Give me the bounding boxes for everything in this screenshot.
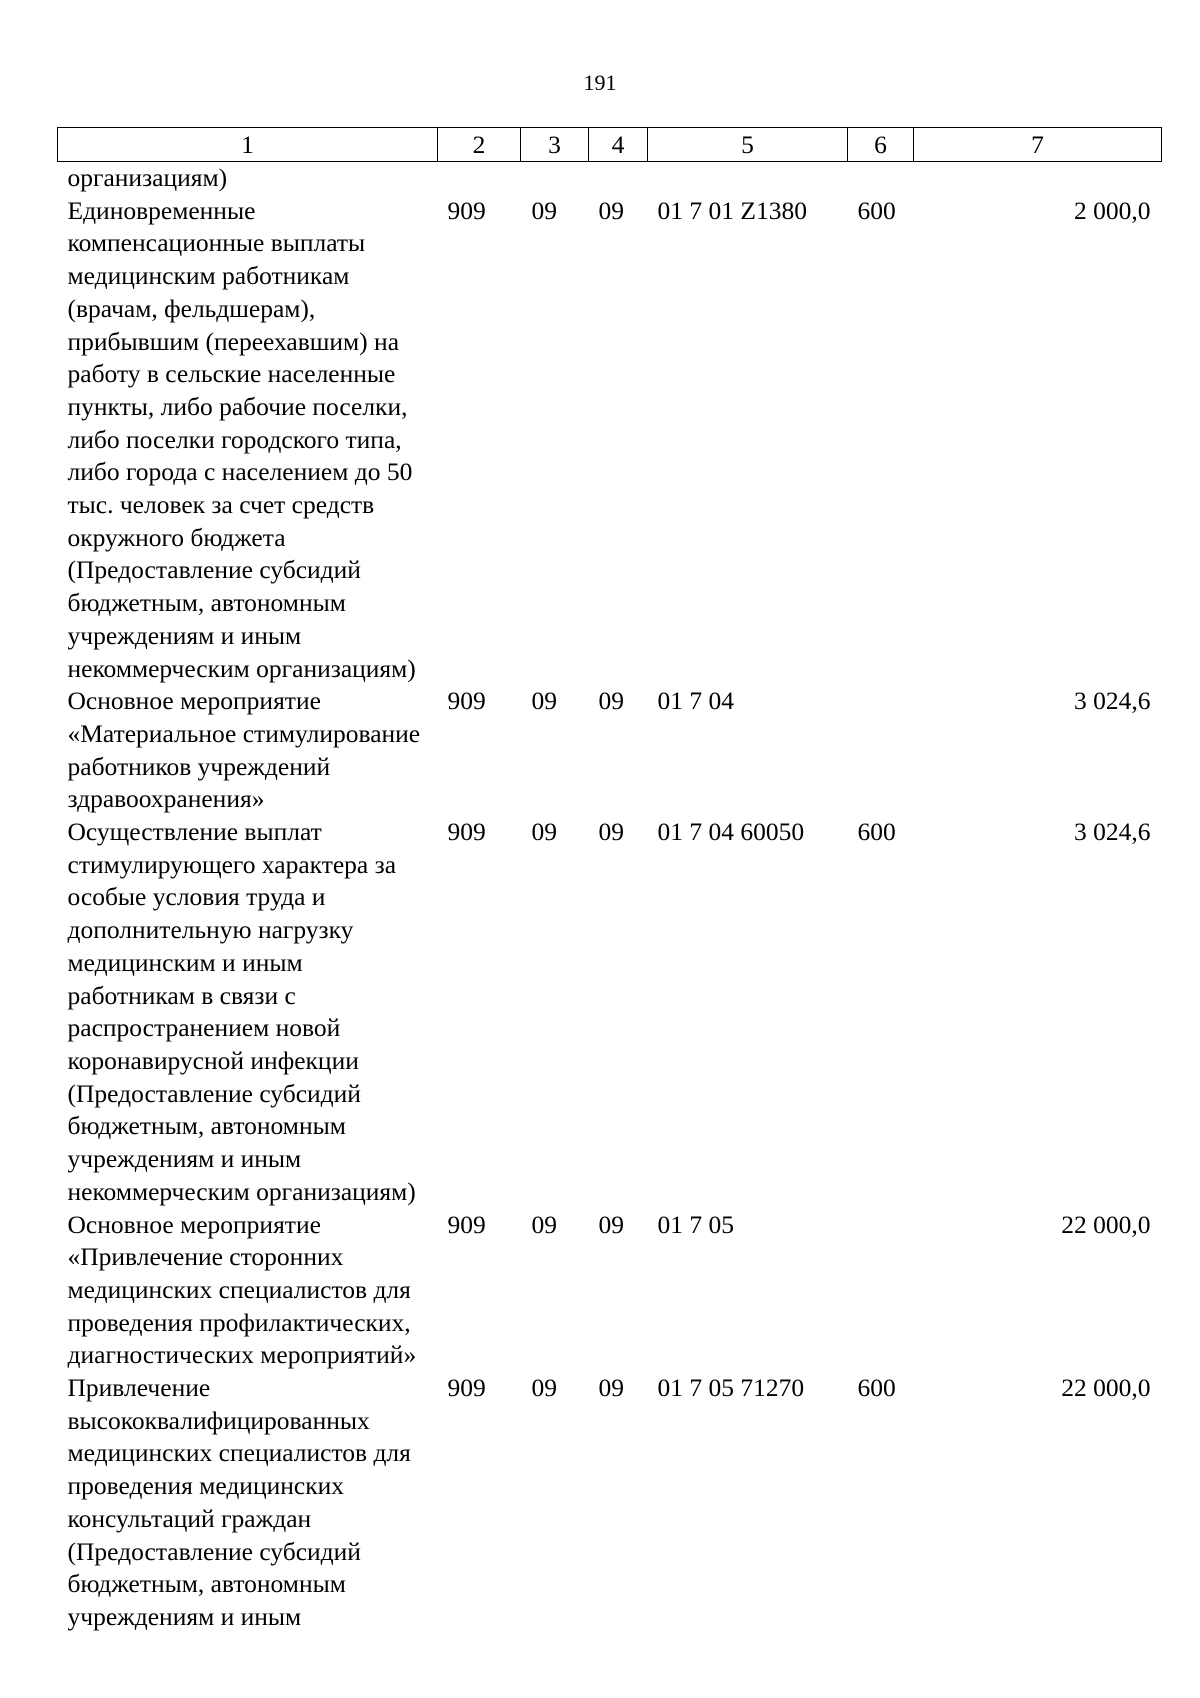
row-target-article: 01 7 05 — [657, 1209, 734, 1239]
description-line: окружного бюджета — [67, 522, 286, 552]
description-line: дополнительную нагрузку — [67, 915, 354, 945]
description-line: работникам в связи с — [67, 980, 296, 1010]
row-subsection-code: 09 — [598, 1373, 624, 1403]
row-section-code: 09 — [531, 817, 557, 847]
header-col-2: 2 — [438, 128, 521, 162]
budget-table — [57, 127, 1162, 1634]
row-section-code: 09 — [531, 1373, 557, 1403]
description-line: высококвалифицированных — [67, 1405, 370, 1435]
row-expense-type — [848, 685, 914, 816]
description-line: Привлечение — [67, 1373, 211, 1403]
description-line: работу в сельские населенные — [67, 359, 396, 389]
table-row — [58, 195, 1162, 686]
description-line: медицинским и иным — [67, 947, 303, 977]
description-line: тыс. человек за счет средств — [67, 490, 375, 520]
description-line: (Предоставление субсидий — [67, 1536, 361, 1566]
description-line: (врачам, фельдшерам), — [67, 293, 316, 323]
table-row — [58, 816, 1162, 1208]
row-amount: 2 000,0 — [1074, 195, 1151, 225]
row-subsection-code: 09 — [598, 195, 624, 225]
header-col-4: 4 — [589, 128, 648, 162]
description-line: стимулирующего характера за — [67, 849, 397, 879]
row-description — [58, 1372, 438, 1634]
header-col-6: 6 — [848, 128, 914, 162]
description-line: коронавирусной инфекции — [67, 1045, 359, 1075]
row-section-code: 09 — [531, 1209, 557, 1239]
description-line: бюджетным, автономным — [67, 588, 346, 618]
description-line: медицинских специалистов для — [67, 1438, 411, 1468]
row-expense-type: 600 — [857, 817, 896, 847]
description-line: проведения медицинских — [67, 1471, 344, 1501]
header-col-1: 1 — [58, 128, 438, 162]
description-line: некоммерческим организациям) — [67, 653, 416, 683]
row-subsection-code: 09 — [598, 686, 624, 716]
description-line: бюджетным, автономным — [67, 1569, 346, 1599]
description-line: организациям) — [67, 163, 228, 192]
description-line: медицинским работникам — [67, 261, 350, 291]
header-col-3: 3 — [521, 128, 589, 162]
row-expense-type: 600 — [857, 195, 896, 225]
row-department-code: 909 — [447, 817, 486, 847]
description-line: Осуществление выплат — [67, 817, 322, 847]
row-description — [58, 1209, 438, 1373]
description-line: работников учреждений — [67, 751, 331, 781]
table-row — [58, 162, 1162, 195]
header-col-5: 5 — [648, 128, 848, 162]
description-line: либо поселки городского типа, — [67, 424, 402, 454]
row-expense-type — [848, 1209, 914, 1373]
row-department-code — [438, 162, 521, 195]
row-department-code: 909 — [447, 686, 486, 716]
description-line: диагностических мероприятий» — [67, 1340, 417, 1370]
description-line: «Материальное стимулирование — [67, 718, 421, 748]
row-description — [58, 195, 438, 686]
table-row — [58, 1372, 1162, 1634]
description-line: проведения профилактических, — [67, 1307, 411, 1337]
description-line: здравоохранения» — [67, 784, 265, 814]
row-description — [58, 816, 438, 1208]
row-department-code: 909 — [447, 1209, 486, 1239]
description-line: пункты, либо рабочие поселки, — [67, 391, 408, 421]
description-line: прибывшим (переехавшим) на — [67, 326, 400, 356]
row-description — [58, 685, 438, 816]
description-line: компенсационные выплаты — [67, 228, 366, 258]
row-target-article: 01 7 04 60050 — [657, 817, 805, 847]
row-department-code: 909 — [447, 195, 486, 225]
header-col-7: 7 — [914, 128, 1162, 162]
row-department-code: 909 — [447, 1373, 486, 1403]
description-line: (Предоставление субсидий — [67, 555, 361, 585]
description-line: либо города с населением до 50 — [67, 457, 413, 487]
description-line: Основное мероприятие — [67, 1209, 321, 1239]
row-description — [58, 162, 438, 195]
row-expense-type — [848, 162, 914, 195]
row-expense-type: 600 — [857, 1373, 896, 1403]
row-section-code: 09 — [531, 195, 557, 225]
table-row — [58, 685, 1162, 816]
description-line: учреждениям и иным — [67, 1144, 302, 1174]
row-target-article: 01 7 01 Z1380 — [657, 195, 807, 225]
description-line: учреждениям и иным — [67, 1601, 302, 1631]
description-line: Единовременные — [67, 195, 256, 225]
row-subsection-code: 09 — [598, 817, 624, 847]
row-amount: 3 024,6 — [1074, 686, 1151, 716]
description-line: бюджетным, автономным — [67, 1111, 346, 1141]
description-line: медицинских специалистов для — [67, 1274, 411, 1304]
description-line: распространением новой — [67, 1013, 341, 1043]
description-line: консультаций граждан — [67, 1503, 312, 1533]
table-header — [58, 128, 1162, 162]
description-line: особые условия труда и — [67, 882, 326, 912]
row-amount: 22 000,0 — [1061, 1209, 1151, 1239]
row-subsection-code: 09 — [598, 1209, 624, 1239]
row-subsection-code — [589, 162, 648, 195]
row-target-article: 01 7 04 — [657, 686, 734, 716]
row-amount — [914, 162, 1162, 195]
header-row — [58, 128, 1162, 162]
row-section-code: 09 — [531, 686, 557, 716]
row-amount: 22 000,0 — [1061, 1373, 1151, 1403]
description-line: «Привлечение сторонних — [67, 1242, 344, 1272]
description-line: некоммерческим организациям) — [67, 1176, 416, 1206]
description-line: учреждениям и иным — [67, 620, 302, 650]
page-number: 191 — [583, 70, 617, 95]
table-row — [58, 1209, 1162, 1373]
table-body — [58, 162, 1162, 1634]
row-target-article — [648, 162, 848, 195]
description-line: (Предоставление субсидий — [67, 1078, 361, 1108]
row-section-code — [521, 162, 589, 195]
row-amount: 3 024,6 — [1074, 817, 1151, 847]
description-line: Основное мероприятие — [67, 686, 321, 716]
row-target-article: 01 7 05 71270 — [657, 1373, 805, 1403]
